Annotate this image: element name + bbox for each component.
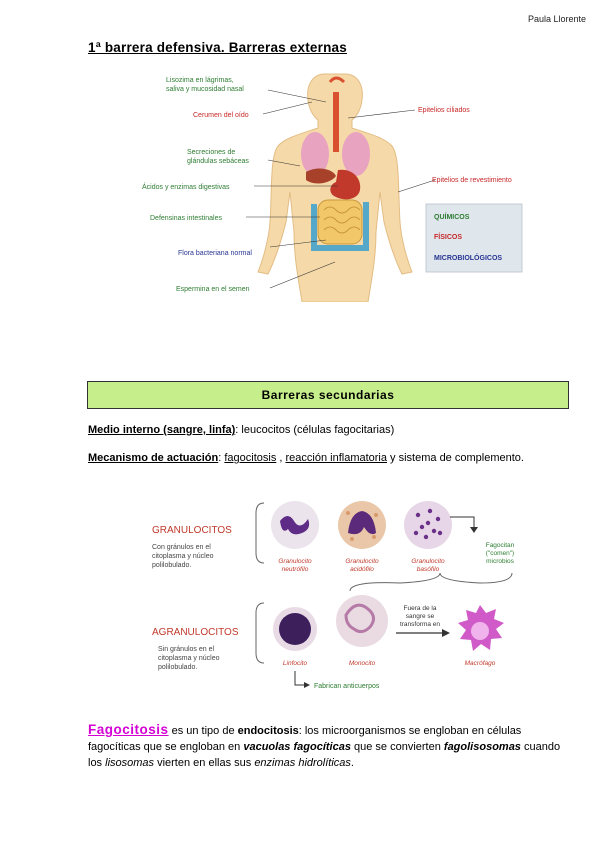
label-epitelios-revestimiento: Epitelios de revestimiento <box>432 177 512 184</box>
granulocitos-desc-2: citoplasma y núcleo <box>152 553 214 560</box>
label-flora: Flora bacteriana normal <box>178 250 252 257</box>
body-barriers-figure <box>130 62 530 302</box>
transform-2: sangre se <box>405 613 435 620</box>
agranulocitos-desc-2: citoplasma y núcleo <box>158 655 220 662</box>
fagocitosis-term: Fagocitosis <box>88 722 169 737</box>
legend-fisicos: FÍSICOS <box>434 234 463 241</box>
reaccion-inflamatoria-link: reacción inflamatoria <box>285 452 387 464</box>
legend-microbiologicos: MICROBIOLÓGICOS <box>434 255 503 262</box>
cell-label-acidofilo-2: acidófilo <box>350 566 374 573</box>
label-secreciones-2: glándulas sebáceas <box>187 158 249 165</box>
section-bar-barreras-secundarias: Barreras secundarias <box>87 381 569 409</box>
cell-label-basofilo-1: Granulocito <box>411 558 445 565</box>
monocito-cell <box>336 595 388 647</box>
fabrican-anticuerpos: Fabrican anticuerpos <box>314 683 380 690</box>
transform-3: transforma en <box>399 621 441 628</box>
right-lung <box>342 132 370 176</box>
medio-interno-label: Medio interno (sangre, linfa) <box>88 424 236 436</box>
granulocitos-desc-1: Con gránulos en el <box>152 544 211 551</box>
cell-label-macrofago: Macrófago <box>464 660 496 667</box>
fagocitan-3: microbios <box>486 558 514 565</box>
label-defensinas: Defensinas intestinales <box>150 215 222 222</box>
label-lisozima-2: saliva y mucosidad nasal <box>166 86 244 93</box>
cell-label-neutrofilo-2: neutrófilo <box>281 566 309 573</box>
trachea <box>333 92 339 152</box>
agranulocitos-desc-1: Sin gránulos en el <box>158 646 215 653</box>
cell-label-monocito: Monocito <box>348 660 376 667</box>
label-lisozima-1: Lisozima en lágrimas, <box>166 77 234 84</box>
label-cerumen: Cerumen del oído <box>193 112 249 119</box>
label-secreciones-1: Secreciones de <box>187 149 236 156</box>
section-title-barreras-externas: 1ª barrera defensiva. Barreras externas <box>88 40 347 55</box>
fagocitan-1: Fagocitan <box>485 542 515 549</box>
label-espermina: Espermina en el semen <box>176 286 250 293</box>
legend-quimicos: QUÍMICOS <box>434 214 470 221</box>
fagocitosis-paragraph: Fagocitosis es un tipo de endocitosis: los microorganismos se engloban en células fagocíticas que se engloban en vacuolas fagocíticas que se convierten fagolisosomas cuando los lisosomas vierten en ellas sus enzimas hidrolíticas. <box>88 722 561 769</box>
medio-interno-line: Medio interno (sangre, linfa): leucocitos (células fagocitarias) <box>88 424 395 436</box>
fagocitan-2: ("comen") <box>485 550 515 557</box>
label-epitelios-ciliados: Epitelios ciliados <box>418 107 470 114</box>
fagocitosis-link: fagocitosis <box>224 452 277 464</box>
transform-1: Fuera de la <box>403 605 437 612</box>
mecanismo-label: Mecanismo de actuación <box>88 452 219 464</box>
mecanismo-line: Mecanismo de actuación: fagocitosis , reacción inflamatoria y sistema de complemento. <box>88 452 524 464</box>
agranulocitos-desc-3: polilobulado. <box>158 664 198 671</box>
granulocitos-desc-3: polilobulado. <box>152 562 192 569</box>
cell-label-neutrofilo-1: Granulocito <box>278 558 312 565</box>
cell-label-linfocito: Linfocito <box>282 660 308 667</box>
author-name: Paula Llorente <box>527 14 586 24</box>
granulocitos-title: GRANULOCITOS <box>152 525 232 536</box>
agranulocitos-title: AGRANULOCITOS <box>152 627 239 638</box>
leukocytes-figure <box>140 493 530 693</box>
cell-label-acidofilo-1: Granulocito <box>345 558 379 565</box>
intestines <box>318 200 362 244</box>
label-acidos: Ácidos y enzimas digestivas <box>142 184 230 191</box>
cell-label-basofilo-2: basófilo <box>416 566 440 573</box>
leucocitos-text: leucocitos (células fagocitarias) <box>241 424 395 436</box>
